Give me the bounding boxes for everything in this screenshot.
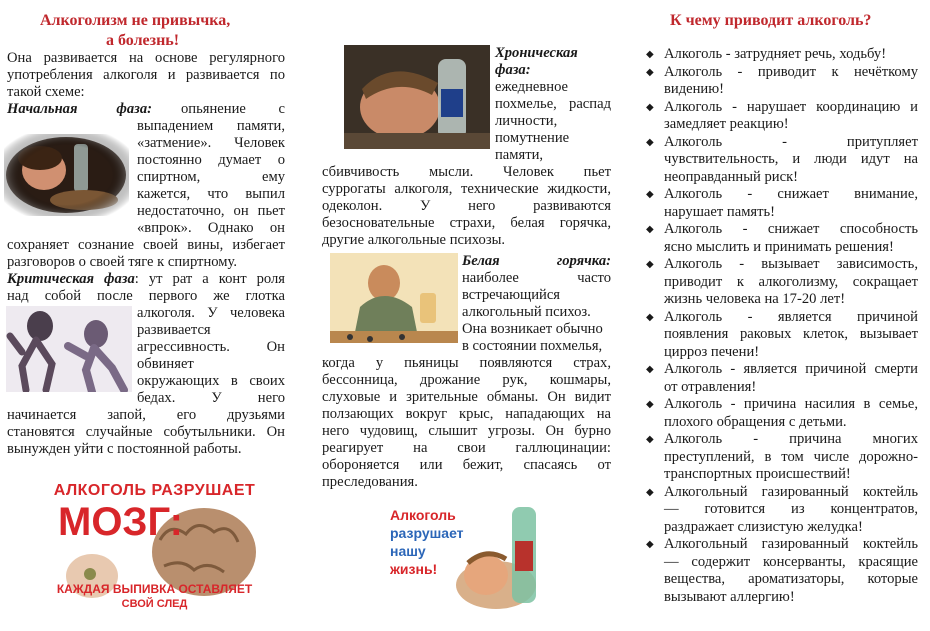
consequence-line: раздражает слизистую желудка!	[664, 518, 863, 535]
consequence-line: появления раковых клеток, вызывает	[664, 326, 918, 342]
intro-line-1: Она развивается на основе регулярного	[7, 50, 285, 66]
white-full-line-6: реагирует на свои галлюцинации:	[322, 440, 611, 456]
consequence-line: Алкоголь - причина многих	[664, 431, 918, 447]
chronic-full-line-5: другие алкогольные психозы.	[322, 232, 506, 248]
white-line-1: наиболее часто	[462, 270, 611, 286]
left-column	[0, 0, 300, 631]
consequence-line: чувствительность, и люди идут на	[664, 151, 918, 167]
chronic-line-4: помутнение	[495, 130, 570, 146]
critical-line-4: обвиняет	[137, 356, 194, 372]
initial-line-3: «затмение». Человек	[137, 135, 285, 151]
poster-bottom-text: КАЖДАЯ ВЫПИВКА ОСТАВЛЯЕТ	[56, 582, 253, 596]
initial-line-1: опьянение с	[181, 101, 285, 117]
skeleton-illustration	[6, 306, 132, 392]
chronic-full-line-3: одеколон. У него развиваются	[322, 198, 611, 214]
consequence-line: Алкоголь - причина насилия в семье,	[664, 396, 918, 412]
consequence-line: Алкоголь - снижает внимание,	[664, 186, 918, 202]
white-fever-label: Белая горячка:	[462, 253, 611, 269]
drinker-caricature	[330, 253, 458, 343]
critical-phase-first-line	[7, 271, 285, 289]
critical-line-3: агрессивность. Он	[137, 339, 285, 355]
consequence-line: неоправданный риск!	[664, 168, 799, 185]
critical-phase-first: : ут рат а конт роля	[134, 271, 286, 287]
life-poster-word-1: Алкоголь	[390, 507, 456, 523]
consequence-line: Алкоголь - является причиной	[664, 308, 918, 325]
bullet-icon: ◆	[646, 311, 654, 323]
consequence-line: вещества, ароматизаторы, которые	[664, 571, 918, 587]
consequence-line: Алкоголь - притупляет	[664, 133, 918, 150]
bullet-icon: ◆	[646, 66, 654, 78]
consequence-line: Алкоголь - вызывает зависимость,	[664, 256, 918, 272]
drunk-man-photo	[4, 134, 129, 216]
white-full-line-4: ползающих вокруг крыс, нападающих на	[322, 406, 611, 422]
initial-full-line-1: сохраняет сознание своей вины, избегает	[7, 237, 285, 253]
consequence-line: нарушает память!	[664, 203, 776, 220]
chronic-full-line-2: суррогаты алкоголя, технические жидкости,	[322, 181, 611, 197]
initial-line-7: недостаточно, он пьет	[137, 203, 285, 219]
critical-line-6: бедах. У него	[137, 390, 285, 406]
life-poster-word-3: нашу	[390, 543, 426, 559]
chronic-full-line-1: сбивчивость мысли. Человек пьет	[322, 164, 611, 180]
critical-line-5: окружающих в своих	[137, 373, 285, 389]
brain-poster	[52, 480, 257, 612]
consequence-line: Алкоголь - является причиной смерти	[664, 361, 918, 377]
initial-line-4: постоянно думает о	[137, 152, 285, 168]
consequence-line: Алкогольный газированный коктейль	[664, 536, 918, 552]
chronic-line-5: памяти,	[495, 147, 544, 163]
initial-line-8: «впрок». Однако он	[137, 220, 285, 236]
sleeping-drunk-photo	[344, 45, 490, 149]
consequence-line: видению!	[664, 81, 724, 97]
left-title-line1: Алкоголизм не привычка,	[40, 12, 231, 29]
bullet-icon: ◆	[646, 224, 654, 235]
critical-full-line-1: начинается запой, его друзьями	[7, 407, 285, 423]
bullet-icon: ◆	[646, 539, 654, 550]
intro-line-3: такой схеме:	[7, 84, 85, 100]
right-column	[630, 0, 930, 631]
consequence-line: замедляет реакцию!	[664, 116, 789, 132]
initial-line-6: кажется, что выпил	[137, 186, 285, 202]
critical-line-1: алкоголя. У человека	[137, 305, 285, 321]
life-poster-word-4: жизнь!	[390, 561, 438, 577]
intro-line-2: употребления алкоголя и развивается по	[7, 67, 285, 83]
chronic-phase-label-1: Хроническая	[495, 45, 578, 61]
bullet-icon: ◆	[646, 259, 654, 270]
chronic-line-2: похмелье, распад	[495, 96, 611, 112]
bullet-icon: ◆	[646, 136, 654, 148]
critical-line-2: развивается	[137, 322, 211, 338]
initial-phase-label: Начальная фаза:	[7, 101, 152, 117]
consequence-line: цирроз печени!	[664, 343, 760, 360]
life-poster-word-2: разрушает	[390, 525, 464, 541]
bullet-icon: ◆	[646, 399, 654, 410]
bullet-icon: ◆	[646, 101, 654, 113]
bullet-icon: ◆	[646, 189, 654, 200]
white-full-line-2: бессонница, дрожание рук, кошмары,	[322, 372, 611, 388]
chronic-line-1: ежедневное	[495, 79, 569, 95]
bullet-icon: ◆	[646, 486, 654, 498]
initial-full-line-2: разговоров о своей тяге к спиртному.	[7, 254, 237, 270]
white-full-line-1: когда у пьяницы появляются страх,	[322, 355, 611, 371]
consequence-line: ясно мыслить и принимать решения!	[664, 238, 894, 255]
left-title-line2: а болезнь!	[106, 32, 180, 49]
white-line-2: встречающийся	[462, 287, 561, 303]
critical-full-line-2: становятся случайные собутыльники. Он	[7, 424, 285, 440]
consequence-line: вызывают аллергию!	[664, 588, 795, 605]
consequence-line: преступлений, в том числе дорожно-	[664, 448, 918, 465]
white-full-line-7: обороняется или бежит, спасаясь от	[322, 457, 611, 473]
poster-bottom-text-2: СВОЙ СЛЕД	[121, 598, 188, 610]
chronic-line-3: личности,	[495, 113, 558, 129]
white-line-3: алкогольный психоз.	[462, 304, 591, 320]
consequence-line: — содержит консерванты, красящие	[664, 553, 918, 570]
chronic-phase-label-2: фаза:	[495, 62, 531, 78]
bullet-icon: ◆	[646, 364, 654, 375]
consequence-line: Алкоголь - снижает способность	[664, 221, 918, 237]
chronic-full-line-4: безосновательные страхи, белая горячка,	[322, 215, 611, 231]
critical-full-line-3: вынужден уйти с постоянной работы.	[7, 441, 242, 457]
consequence-line: Алкоголь - затрудняет речь, ходьбу!	[664, 46, 887, 62]
white-full-line-3: слуховые и зрительные обманы. Он видит	[322, 389, 611, 405]
poster-mid-text: МОЗГ:	[58, 500, 183, 544]
right-title: К чему приводит алкоголь?	[670, 12, 872, 29]
poster-top-text: АЛКОГОЛЬ РАЗРУШАЕТ	[53, 482, 256, 499]
consequence-line: приводит к алкоголизму, сокращает	[664, 273, 918, 290]
consequence-line: — готовится из концентратов,	[664, 501, 918, 517]
white-full-line-8: преследования.	[322, 474, 418, 490]
white-full-line-5: него чудовищ, слышит угрозы. Он бурно	[322, 423, 611, 439]
bullet-icon: ◆	[646, 434, 654, 445]
consequence-line: Алкоголь - приводит к нечёткому	[664, 63, 918, 80]
critical-phase-label: Критическая фаза	[7, 271, 135, 287]
white-line-4: Она возникает обычно	[462, 321, 603, 337]
white-line-5: в состоянии похмелья,	[462, 338, 603, 354]
initial-line-5: спиртном, ему	[137, 169, 285, 185]
middle-column	[300, 0, 620, 631]
bullet-icon: ◆	[646, 49, 654, 60]
consequence-line: от отравления!	[664, 378, 757, 395]
consequence-line: транспортных происшествий!	[664, 466, 851, 482]
alcohol-destroys-life-poster	[384, 497, 552, 613]
consequence-line: жизнь человека на 17-20 лет!	[664, 291, 846, 307]
consequence-line: плохого обращения с детьми.	[664, 413, 847, 430]
initial-line-2: выпадением памяти,	[137, 118, 285, 134]
consequence-line: Алкоголь - нарушает координацию и	[664, 98, 918, 115]
consequence-line: Алкогольный газированный коктейль	[664, 483, 918, 500]
critical-second-line: над собой после первого же глотка	[7, 288, 285, 304]
